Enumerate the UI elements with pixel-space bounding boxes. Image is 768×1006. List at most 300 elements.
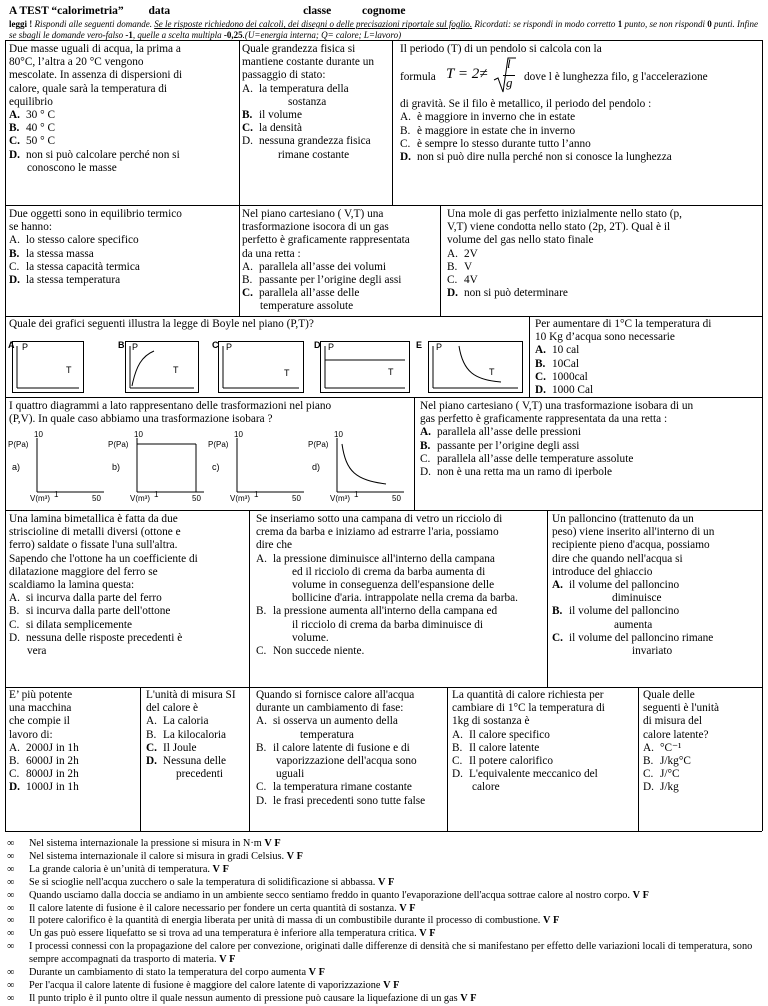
- option-letter: B.: [146, 728, 157, 741]
- option-letter: D.: [146, 755, 157, 768]
- option-text: 30 ° C: [26, 109, 55, 122]
- answer-option[interactable]: [9, 592, 247, 605]
- graph-letter: E: [416, 340, 423, 350]
- option-letter: C.: [242, 122, 253, 135]
- fraction-denominator: g: [506, 75, 513, 91]
- question-17: [452, 689, 637, 795]
- option-letter: B.: [9, 247, 20, 260]
- true-false-item: [7, 890, 762, 903]
- option-letter: C.: [9, 135, 20, 148]
- answer-option[interactable]: [146, 742, 248, 755]
- graph-tick-label: 10: [234, 430, 243, 439]
- option-letter: D.: [256, 794, 267, 807]
- grid-line: [239, 40, 240, 316]
- true-choice[interactable]: V: [377, 876, 386, 888]
- question-text: trasformazione isocora di un gas: [242, 221, 389, 234]
- score-value: -1: [125, 30, 133, 40]
- answer-option[interactable]: [9, 781, 139, 794]
- answer-option[interactable]: [242, 135, 390, 148]
- option-letter: D.: [9, 781, 20, 794]
- option-text: 10Cal: [552, 357, 579, 370]
- graph-b-plot: [136, 438, 206, 493]
- question-3: [400, 43, 760, 164]
- answer-option[interactable]: [9, 248, 237, 261]
- grid-line: [762, 40, 763, 831]
- graph-axis-label: T: [173, 365, 179, 375]
- option-text-continued: conoscono le masse: [27, 161, 117, 174]
- option-text: 1000cal: [552, 370, 588, 383]
- graph-tick-label: 50: [292, 494, 301, 503]
- option-letter: C.: [400, 137, 411, 150]
- answer-option[interactable]: [447, 248, 760, 261]
- false-choice[interactable]: F: [429, 928, 436, 940]
- option-text: J/kg: [660, 781, 679, 794]
- true-choice[interactable]: V: [219, 954, 227, 966]
- question-text: 80°C, l’altra a 20 °C vengono: [9, 56, 144, 69]
- question-text: Nel piano cartesiano ( V,T) una trasformazione isobara di un: [420, 400, 694, 412]
- option-text: non si può calcolare perché non si: [26, 148, 180, 161]
- option-text: passante per l’origine degli assi: [259, 274, 402, 287]
- question-text: Quando si fornisce calore all'acqua: [256, 689, 415, 701]
- option-text: la temperatura rimane costante: [273, 781, 412, 794]
- question-text: 10 Kg d’acqua sono necessarie: [535, 331, 675, 344]
- option-text: 10 cal: [552, 344, 580, 357]
- option-letter: C.: [9, 618, 20, 631]
- bullet-icon: ∞: [7, 915, 15, 927]
- option-text: il calore latente di fusione e di: [273, 741, 410, 754]
- option-letter: B.: [420, 439, 431, 452]
- option-letter: A.: [9, 234, 20, 247]
- option-text: è maggiore in inverno che in estate: [417, 111, 576, 124]
- option-letter: D.: [9, 631, 20, 644]
- graph-letter: d): [312, 462, 321, 472]
- option-text: passante per l’origine degli assi: [437, 439, 580, 452]
- true-false-item: [7, 838, 762, 851]
- true-choice[interactable]: V: [212, 863, 220, 875]
- answer-option[interactable]: [9, 149, 237, 162]
- option-letter: C.: [242, 287, 253, 300]
- graph-option-d[interactable]: [308, 430, 408, 506]
- question-9: [9, 400, 411, 426]
- question-text: passaggio di stato:: [242, 69, 326, 82]
- option-text: nessuna delle risposte precedenti è: [26, 631, 183, 644]
- option-letter: B.: [643, 755, 654, 768]
- graph-tick-label: 1: [254, 490, 259, 499]
- option-text-continued: vaporizzazione dell'acqua sono: [276, 755, 417, 768]
- answer-option[interactable]: [9, 234, 237, 247]
- option-letter: A.: [9, 592, 20, 605]
- option-text-continued: volume.: [292, 631, 329, 644]
- bullet-icon: ∞: [7, 863, 15, 875]
- statement: [29, 928, 436, 941]
- answer-option[interactable]: [9, 135, 237, 148]
- answer-option[interactable]: [242, 109, 390, 122]
- graph-tick-label: 10: [134, 430, 143, 439]
- boyle-graphs: [8, 340, 523, 395]
- true-choice[interactable]: V: [542, 915, 551, 927]
- graph-option-c[interactable]: [208, 430, 308, 506]
- answer-option[interactable]: [9, 619, 247, 632]
- option-letter: B.: [256, 741, 267, 754]
- question-text: se hanno:: [9, 221, 52, 234]
- graph-d-plot: [321, 342, 409, 392]
- question-text: equilibrio: [9, 95, 53, 108]
- answer-option[interactable]: [256, 645, 545, 658]
- graph-option-b[interactable]: [108, 430, 208, 506]
- answer-option[interactable]: [256, 605, 545, 618]
- statement: [29, 838, 281, 851]
- question-18: [643, 689, 760, 795]
- option-letter: B.: [242, 274, 253, 287]
- question-text: calore latente?: [643, 728, 709, 741]
- question-14: [9, 689, 139, 795]
- answer-option[interactable]: [256, 742, 446, 755]
- bullet-icon: ∞: [7, 902, 15, 914]
- answer-option[interactable]: [9, 632, 247, 645]
- option-letter: D.: [643, 781, 654, 794]
- grid-line: [414, 397, 415, 510]
- graph-letter: A: [8, 340, 15, 350]
- answer-option[interactable]: [9, 768, 139, 781]
- question-text: Quale grandezza fisica si: [242, 43, 356, 55]
- answer-option[interactable]: [256, 553, 545, 566]
- option-text-continued: temperature assolute: [260, 300, 354, 313]
- graph-axis-label: P(Pa): [108, 440, 129, 449]
- question-text: da una retta :: [242, 247, 301, 260]
- false-choice[interactable]: F: [274, 838, 281, 849]
- question-text: volume del gas nello stato finale: [447, 234, 594, 247]
- option-text: L'equivalente meccanico del: [469, 768, 598, 781]
- true-choice[interactable]: V: [632, 889, 641, 901]
- option-text: 40 ° C: [26, 122, 55, 135]
- bullet-icon: ∞: [7, 838, 15, 849]
- answer-option[interactable]: [452, 755, 637, 768]
- true-false-item: [7, 941, 762, 967]
- bullet-icon: ∞: [7, 979, 15, 991]
- graph-e-plot: [429, 342, 522, 392]
- true-false-item: [7, 851, 762, 864]
- question-text: Quale delle: [643, 689, 695, 701]
- grid-line: [529, 316, 530, 397]
- bullet-icon: ∞: [7, 928, 15, 940]
- question-text: Per aumentare di 1°C la temperatura di: [535, 318, 712, 330]
- grid-line: [5, 40, 6, 831]
- true-false-item: [7, 928, 762, 941]
- option-letter: C.: [256, 645, 267, 658]
- answer-option[interactable]: [400, 138, 760, 151]
- answer-option[interactable]: [242, 122, 390, 135]
- question-text: ferro) saldate o fissate l'una sull'altra.: [9, 539, 178, 552]
- pendulum-formula: T = 2≠: [446, 66, 488, 83]
- option-letter: C.: [447, 274, 458, 287]
- question-text: calore, quale sarà la temperatura di: [9, 82, 168, 95]
- option-letter: C.: [9, 260, 20, 273]
- bullet-icon: ∞: [7, 941, 15, 953]
- answer-option[interactable]: [9, 274, 237, 287]
- question-text: durante un cambiamento di fase:: [256, 702, 404, 715]
- option-letter: A.: [552, 579, 563, 592]
- graph-axis-label: T: [489, 367, 495, 377]
- true-choice[interactable]: V: [383, 979, 391, 991]
- answer-option[interactable]: [643, 742, 760, 755]
- question-16: [256, 689, 446, 808]
- grid-line: [638, 687, 639, 831]
- grid-line: [5, 687, 762, 688]
- option-text-continued: aumenta: [614, 618, 653, 631]
- false-choice[interactable]: F: [552, 915, 560, 927]
- false-choice[interactable]: F: [387, 876, 395, 888]
- answer-option[interactable]: [146, 715, 248, 728]
- graph-tick-label: 10: [334, 430, 343, 439]
- instructions-text: punti. Infine se sbagli le domande vero-falso: [9, 19, 758, 40]
- score-value: -0,25: [223, 30, 243, 40]
- formula-line: [400, 56, 760, 96]
- statement: [29, 851, 303, 864]
- false-choice[interactable]: F: [229, 954, 236, 966]
- option-text-continued: bollicine d'aria. intrappolate nella crema da barba.: [292, 592, 518, 605]
- statement: [29, 877, 394, 890]
- option-text: 2000J in 1h: [26, 741, 79, 754]
- answer-option[interactable]: [420, 426, 760, 439]
- graph-letter: c): [212, 462, 220, 472]
- question-text: striscioline di metalli diversi (ottone e: [9, 526, 181, 539]
- answer-option[interactable]: [552, 579, 760, 592]
- option-text: Il calore specifico: [469, 728, 550, 741]
- option-letter: B.: [552, 605, 563, 618]
- test-header: [9, 5, 405, 17]
- answer-option[interactable]: [9, 261, 237, 274]
- option-text-continued: uguali: [276, 768, 305, 781]
- answer-option[interactable]: [643, 768, 760, 781]
- answer-option[interactable]: [9, 742, 139, 755]
- option-text: la pressione aumenta all'interno della campana ed: [273, 605, 498, 618]
- option-text: la stessa massa: [26, 247, 94, 260]
- statement-text: Se si scioglie nell'acqua zucchero o sale la temperatura di solidificazione si abbassa.: [29, 876, 376, 888]
- graph-option-a[interactable]: [8, 430, 108, 506]
- question-12: [256, 513, 545, 658]
- option-text: il volume del palloncino: [569, 579, 680, 592]
- question-text: Se inseriamo sotto una campana di vetro un ricciolo di: [256, 513, 503, 525]
- answer-option[interactable]: [242, 83, 390, 96]
- question-text: mantiene costante durante un: [242, 56, 375, 69]
- false-choice[interactable]: F: [222, 863, 229, 875]
- statement-text: Un gas può essere liquefatto se si trova ad una temperatura è inferiore alla temperatura critica.: [29, 928, 417, 940]
- option-text: 1000 Cal: [552, 384, 594, 397]
- statement: [29, 941, 762, 967]
- option-letter: C.: [146, 741, 157, 754]
- answer-option[interactable]: [552, 632, 760, 645]
- statement: [29, 903, 416, 916]
- option-text: 1000J in 1h: [26, 781, 79, 794]
- option-letter: C.: [452, 755, 463, 768]
- question-text: La quantità di calore richiesta per: [452, 689, 604, 701]
- graph-tick-label: 1: [54, 490, 59, 499]
- option-text-continued: il ricciolo di crema da barba diminuisce di: [292, 618, 484, 631]
- question-6: [447, 208, 760, 300]
- option-text: il volume del palloncino rimane: [569, 631, 714, 644]
- answer-option[interactable]: [9, 122, 237, 135]
- true-choice[interactable]: V: [419, 928, 427, 940]
- answer-option[interactable]: [452, 729, 637, 742]
- option-text: non si può determinare: [464, 287, 568, 300]
- option-letter: A.: [256, 715, 267, 728]
- question-text: del calore è: [146, 702, 199, 715]
- option-letter: B.: [400, 124, 411, 137]
- option-text: 6000J in 2h: [26, 755, 79, 768]
- grid-line: [5, 205, 762, 206]
- true-choice[interactable]: V: [286, 850, 295, 862]
- answer-option[interactable]: [447, 274, 760, 287]
- question-5: [242, 208, 438, 314]
- instructions-underlined: Se le risposte richiedono dei calcoli, dei disegni o delle precisazioni riportale sul foglio.: [154, 19, 473, 29]
- question-8: [535, 318, 759, 397]
- option-letter: D.: [447, 287, 458, 300]
- answer-option[interactable]: [256, 781, 446, 794]
- statement: [29, 967, 325, 980]
- answer-option[interactable]: [535, 358, 759, 371]
- statement-text: Il punto triplo è il punto oltre il quale nessun aumento di pressione può causare la liquefazione di un gas: [29, 992, 458, 1004]
- question-text: Due oggetti sono in equilibrio termico: [9, 208, 182, 220]
- answer-option[interactable]: [535, 371, 759, 384]
- answer-option[interactable]: [447, 287, 760, 300]
- answer-option[interactable]: [256, 795, 446, 808]
- graph-axis-label: T: [284, 368, 290, 378]
- answer-option[interactable]: [420, 440, 760, 453]
- option-text-continued: invariato: [632, 645, 673, 658]
- answer-option[interactable]: [9, 605, 247, 618]
- option-text-continued: temperatura: [300, 728, 354, 741]
- grid-line: [140, 687, 141, 831]
- answer-option[interactable]: [535, 344, 759, 357]
- instructions-text: punto, se non rispondi: [624, 19, 705, 29]
- option-text: si osserva un aumento della: [273, 715, 398, 728]
- option-text: La kilocaloria: [163, 728, 227, 741]
- option-text: è sempre lo stesso durante tutto l’anno: [417, 137, 591, 150]
- option-text: parallela all’asse dei volumi: [259, 260, 387, 273]
- false-choice[interactable]: F: [642, 889, 649, 901]
- grid-line: [392, 40, 393, 205]
- question-text: gas perfetto è graficamente rappresentata da una retta :: [420, 413, 668, 426]
- answer-option[interactable]: [420, 453, 760, 466]
- option-letter: A.: [452, 728, 463, 741]
- option-letter: B.: [256, 605, 267, 618]
- answer-option[interactable]: [242, 287, 438, 300]
- instructions-lead: leggi !: [9, 19, 33, 29]
- statement-text: Nel sistema internazionale la pressione si misura in N·m: [29, 838, 262, 849]
- answer-option[interactable]: [643, 755, 760, 768]
- option-letter: A.: [535, 344, 546, 357]
- statement-text: Per l'acqua il calore latente di fusione è maggiore del calore latente di vaporizzazione: [29, 979, 381, 991]
- false-choice[interactable]: F: [318, 967, 325, 979]
- statement: [29, 864, 229, 877]
- graph-tick-label: 50: [392, 494, 401, 503]
- question-text: di gravità. Se il filo è metallico, il periodo del pendolo :: [400, 98, 652, 111]
- answer-option[interactable]: [535, 384, 759, 397]
- graph-option-e[interactable]: [428, 341, 523, 393]
- option-letter: D.: [420, 466, 431, 479]
- grid-line: [5, 40, 762, 41]
- option-letter: B.: [452, 741, 463, 754]
- false-choice[interactable]: F: [393, 979, 400, 991]
- true-false-item: [7, 993, 762, 1006]
- answer-option[interactable]: [400, 111, 760, 124]
- statement: [29, 890, 649, 903]
- option-text: 2V: [464, 247, 478, 260]
- true-false-item: [7, 864, 762, 877]
- bullet-icon: ∞: [7, 992, 15, 1004]
- true-choice[interactable]: V: [264, 838, 272, 849]
- graph-letter: a): [12, 462, 21, 472]
- false-choice[interactable]: F: [409, 902, 416, 914]
- answer-option[interactable]: [146, 729, 248, 742]
- option-text: J/°C: [660, 768, 680, 781]
- option-text: Nessuna delle: [163, 755, 227, 768]
- option-letter: B.: [447, 260, 458, 273]
- false-choice[interactable]: F: [296, 850, 303, 862]
- option-text: °C⁻¹: [660, 741, 682, 754]
- option-text: Il potere calorifico: [469, 755, 554, 768]
- answer-option[interactable]: [146, 755, 248, 768]
- grid-line: [547, 510, 548, 687]
- true-choice[interactable]: V: [308, 967, 317, 979]
- grid-line: [249, 510, 250, 831]
- statement-text: Nel sistema internazionale il calore si misura in gradi Celsius.: [29, 850, 285, 862]
- option-letter: D.: [242, 135, 253, 148]
- answer-option[interactable]: [256, 715, 446, 728]
- true-choice[interactable]: V: [460, 992, 468, 1004]
- answer-option[interactable]: [9, 755, 139, 768]
- statement-text: Il potere calorifico è la quantità di energia liberata per unità di massa di un combustibile durante il processo di combustione.: [29, 915, 541, 927]
- answer-option[interactable]: [420, 466, 760, 479]
- option-text-continued: ed il ricciolo di crema da barba aumenta di: [292, 565, 486, 578]
- isobaric-graphs: [8, 430, 408, 506]
- option-text: 50 ° C: [26, 135, 55, 148]
- answer-option[interactable]: [552, 605, 760, 618]
- option-letter: A.: [242, 82, 253, 95]
- grid-line: [5, 831, 762, 832]
- option-letter: B.: [9, 755, 20, 768]
- graph-axis-label: V(m³): [330, 494, 350, 503]
- answer-option[interactable]: [452, 768, 637, 781]
- answer-option[interactable]: [9, 109, 237, 122]
- false-choice[interactable]: F: [470, 992, 477, 1004]
- question-text: scaldiamo la lamina questa:: [9, 579, 135, 592]
- option-text: la stessa temperatura: [26, 274, 121, 287]
- true-choice[interactable]: V: [399, 902, 407, 914]
- answer-option[interactable]: [400, 151, 760, 164]
- option-letter: C.: [256, 781, 267, 794]
- graph-axis-label: T: [66, 365, 72, 375]
- question-text: dilatazione maggiore del ferro se: [9, 565, 158, 578]
- answer-option[interactable]: [242, 261, 438, 274]
- option-letter: B.: [9, 122, 20, 135]
- answer-option[interactable]: [643, 781, 760, 794]
- option-letter: C.: [420, 452, 431, 465]
- bullet-icon: ∞: [7, 967, 15, 979]
- question-text: Nel piano cartesiano ( V,T) una: [242, 208, 384, 220]
- option-text: il volume: [259, 109, 302, 122]
- graph-axis-label: V(m³): [130, 494, 150, 503]
- answer-option[interactable]: [452, 742, 637, 755]
- formula-tail: dove l è lunghezza filo, g l'accelerazione: [524, 71, 708, 84]
- graph-axis-label: P: [226, 342, 233, 352]
- answer-option[interactable]: [242, 274, 438, 287]
- question-text: (P,V). In quale caso abbiamo una trasformazione isobara ?: [9, 413, 273, 426]
- answer-option[interactable]: [447, 261, 760, 274]
- graph-axis-label: P: [132, 342, 139, 352]
- graph-axis-label: T: [388, 367, 394, 377]
- answer-option[interactable]: [400, 125, 760, 138]
